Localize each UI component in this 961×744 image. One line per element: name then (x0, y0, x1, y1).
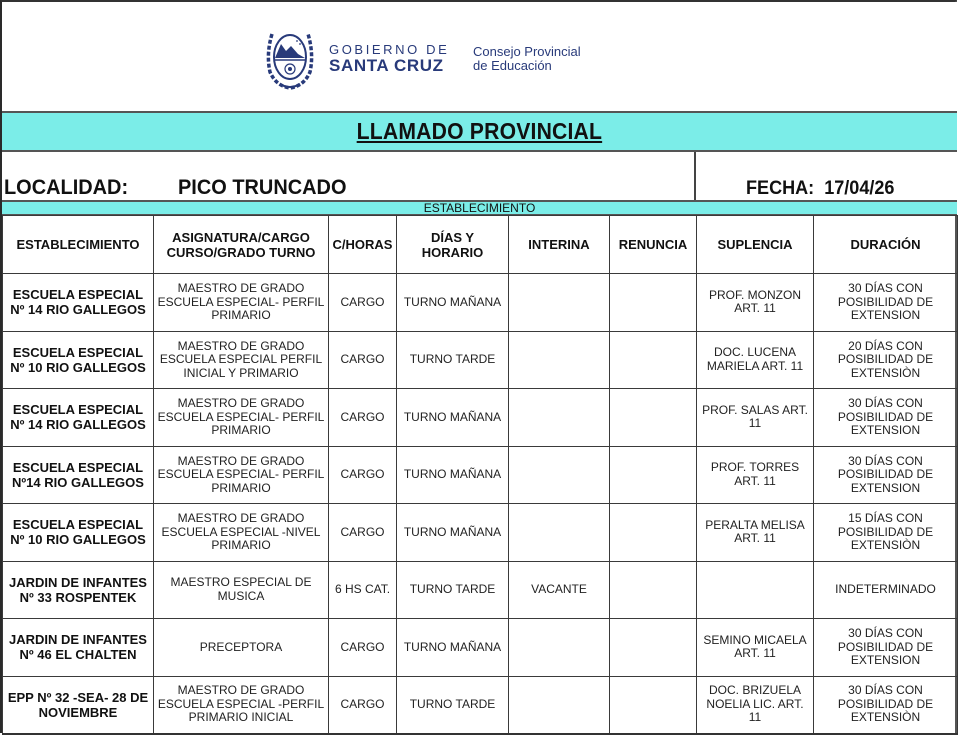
table-row (3, 619, 958, 677)
column-header: RENUNCIA (610, 216, 697, 274)
table-row (3, 446, 958, 504)
council-line1: Consejo Provincial (473, 44, 581, 59)
interina-cell (509, 274, 610, 332)
horario-cell: TURNO MAÑANA (397, 274, 509, 332)
table-row (3, 676, 958, 734)
horario-cell: TURNO TARDE (397, 331, 509, 389)
horas-cell: 6 HS CAT. (329, 561, 397, 619)
government-wordmark (329, 42, 449, 75)
horario-cell: TURNO MAÑANA (397, 446, 509, 504)
horario-cell: TURNO MAÑANA (397, 619, 509, 677)
council-wordmark (473, 45, 581, 73)
renuncia-cell (610, 274, 697, 332)
establecimiento-cell: ESCUELA ESPECIAL Nº14 RIO GALLEGOS (3, 446, 154, 504)
horario-cell: TURNO MAÑANA (397, 504, 509, 562)
renuncia-cell (610, 389, 697, 447)
suplencia-cell: SEMINO MICAELA ART. 11 (697, 619, 814, 677)
horas-cell: CARGO (329, 274, 397, 332)
duracion-cell: 15 DÍAS CON POSIBILIDAD DE EXTENSIÒN (814, 504, 958, 562)
horario-cell: TURNO TARDE (397, 561, 509, 619)
interina-cell (509, 331, 610, 389)
table-row (3, 504, 958, 562)
column-header: ESTABLECIMIENTO (3, 216, 154, 274)
coat-of-arms-icon (264, 24, 316, 92)
asignatura-cell: MAESTRO DE GRADO ESCUELA ESPECIAL- PERFIL PRIMARIO (154, 274, 329, 332)
title-band (2, 111, 957, 152)
establecimiento-cell: JARDIN DE INFANTES Nº 33 ROSPENTEK (3, 561, 154, 619)
asignatura-cell: MAESTRO DE GRADO ESCUELA ESPECIAL- PERFIL PRIMARIO (154, 389, 329, 447)
duracion-cell: INDETERMINADO (814, 561, 958, 619)
gov-line1: GOBIERNO DE (329, 42, 450, 57)
establecimiento-cell: ESCUELA ESPECIAL Nº 10 RIO GALLEGOS (3, 504, 154, 562)
renuncia-cell (610, 446, 697, 504)
suplencia-cell: PROF. MONZON ART. 11 (697, 274, 814, 332)
horas-cell: CARGO (329, 619, 397, 677)
table-row (3, 274, 958, 332)
horas-cell: CARGO (329, 389, 397, 447)
table-header-row (3, 216, 958, 274)
column-header: INTERINA (509, 216, 610, 274)
establecimiento-cell: JARDIN DE INFANTES Nº 46 EL CHALTEN (3, 619, 154, 677)
establecimiento-cell: ESCUELA ESPECIAL Nº 14 RIO GALLEGOS (3, 389, 154, 447)
column-header: DÍAS Y HORARIO (397, 216, 509, 274)
interina-cell (509, 389, 610, 447)
fecha-text: FECHA: 17/04/26 (746, 178, 895, 199)
duracion-cell: 30 DÍAS CON POSIBILIDAD DE EXTENSIÒN (814, 676, 958, 734)
interina-cell (509, 676, 610, 734)
table-row (3, 331, 958, 389)
suplencia-cell: DOC. LUCENA MARIELA ART. 11 (697, 331, 814, 389)
interina-cell (509, 619, 610, 677)
suplencia-cell: PERALTA MELISA ART. 11 (697, 504, 814, 562)
localidad-label: LOCALIDAD: (4, 176, 129, 199)
asignatura-cell: MAESTRO DE GRADO ESCUELA ESPECIAL- PERFIL PRIMARIO (154, 446, 329, 504)
interina-cell (509, 446, 610, 504)
council-line2: de Educación (473, 58, 552, 73)
horas-cell: CARGO (329, 504, 397, 562)
suplencia-cell (697, 561, 814, 619)
suplencia-cell: PROF. SALAS ART. 11 (697, 389, 814, 447)
duracion-cell: 30 DÍAS CON POSIBILIDAD DE EXTENSION (814, 274, 958, 332)
horario-cell: TURNO TARDE (397, 676, 509, 734)
establecimiento-cell: ESCUELA ESPECIAL Nº 14 RIO GALLEGOS (3, 274, 154, 332)
duracion-cell: 30 DÍAS CON POSIBILIDAD DE EXTENSION (814, 446, 958, 504)
asignatura-cell: MAESTRO DE GRADO ESCUELA ESPECIAL -PERFIL PRIMARIO INICIAL (154, 676, 329, 734)
localidad-row (2, 152, 957, 201)
renuncia-cell (610, 619, 697, 677)
suplencia-cell: DOC. BRIZUELA NOELIA LIC. ART. 11 (697, 676, 814, 734)
column-header: ASIGNATURA/CARGO CURSO/GRADO TURNO (154, 216, 329, 274)
header-logo-area (2, 2, 957, 111)
table-row (3, 561, 958, 619)
horas-cell: CARGO (329, 676, 397, 734)
suplencia-cell: PROF. TORRES ART. 11 (697, 446, 814, 504)
renuncia-cell (610, 561, 697, 619)
duracion-cell: 30 DÍAS CON POSIBILIDAD DE EXTENSION (814, 619, 958, 677)
duracion-cell: 20 DÍAS CON POSIBILIDAD DE EXTENSIÒN (814, 331, 958, 389)
horario-cell: TURNO MAÑANA (397, 389, 509, 447)
gov-line2: SANTA CRUZ (329, 56, 444, 75)
renuncia-cell (610, 676, 697, 734)
horas-cell: CARGO (329, 331, 397, 389)
table-row (3, 389, 958, 447)
asignatura-cell: MAESTRO ESPECIAL DE MUSICA (154, 561, 329, 619)
duracion-cell: 30 DÍAS CON POSIBILIDAD DE EXTENSION (814, 389, 958, 447)
localidad-value: PICO TRUNCADO (178, 176, 347, 199)
page-title: LLAMADO PROVINCIAL (356, 118, 603, 144)
interina-cell (509, 504, 610, 562)
column-header: DURACIÓN (814, 216, 958, 274)
renuncia-cell (610, 331, 697, 389)
asignatura-cell: MAESTRO DE GRADO ESCUELA ESPECIAL PERFIL INICIAL Y PRIMARIO (154, 331, 329, 389)
column-header: C/HORAS (329, 216, 397, 274)
establecimiento-cell: EPP Nº 32 -SEA- 28 DE NOVIEMBRE (3, 676, 154, 734)
divider (694, 152, 696, 201)
asignatura-cell: MAESTRO DE GRADO ESCUELA ESPECIAL -NIVEL PRIMARIO (154, 504, 329, 562)
column-header: SUPLENCIA (697, 216, 814, 274)
asignatura-cell: PRECEPTORA (154, 619, 329, 677)
interina-cell: VACANTE (509, 561, 610, 619)
establecimiento-cell: ESCUELA ESPECIAL Nº 10 RIO GALLEGOS (3, 331, 154, 389)
renuncia-cell (610, 504, 697, 562)
vacancy-table (2, 215, 958, 735)
horas-cell: CARGO (329, 446, 397, 504)
section-label: ESTABLECIMIENTO (2, 200, 957, 216)
